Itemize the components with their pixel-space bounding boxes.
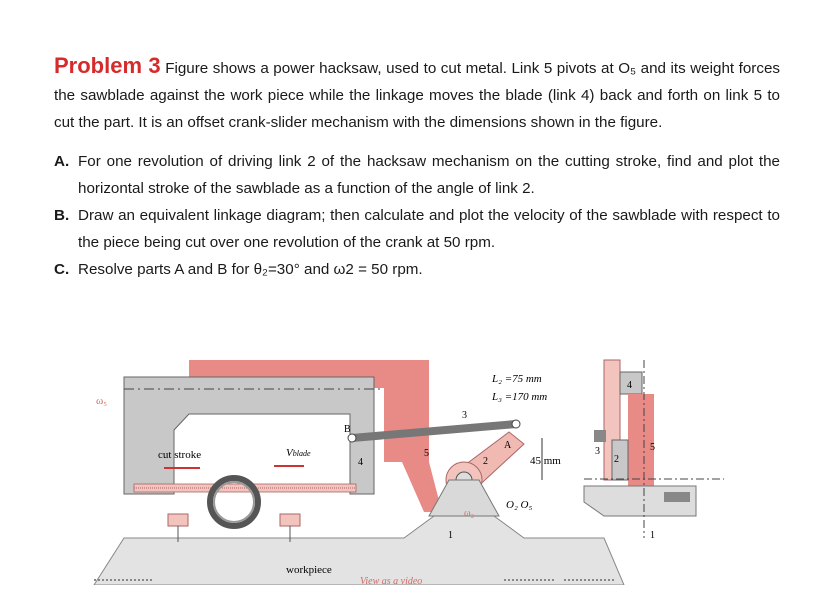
link-3-label: 3 bbox=[462, 410, 467, 421]
problem-paragraph bbox=[54, 52, 780, 136]
question-c bbox=[54, 256, 780, 283]
o2o5-label: O₂ O₅ bbox=[506, 499, 533, 511]
problem-intro: Figure shows a power hacksaw, used to cut metal. Link 5 pivots at O₅ and its weight forces the sawblade against the work piece while the linkage moves the blade (link 4) back and forth on link 5 to cut the part. It is an offset crank-slider mechanism with the dimensions shown in the figure. bbox=[54, 60, 780, 131]
hacksaw-diagram bbox=[84, 352, 824, 585]
v-blade-label: Vblade bbox=[286, 447, 311, 459]
omega2-label: ω₂ bbox=[464, 508, 475, 519]
side-4-label: 4 bbox=[627, 380, 632, 391]
side-3-label: 3 bbox=[595, 446, 600, 457]
side-1-label: 1 bbox=[650, 530, 655, 541]
link-5-label: 5 bbox=[424, 448, 429, 459]
question-a bbox=[54, 148, 780, 202]
link-2-label: 2 bbox=[483, 456, 488, 467]
link-b-label: B bbox=[344, 424, 351, 435]
hacksaw-figure bbox=[84, 352, 824, 585]
question-text: For one revolution of driving link 2 of the hacksaw mechanism on the cutting stroke, find and plot the horizontal stroke of the sawblade as a function of the angle of link 2. bbox=[78, 153, 780, 197]
workpiece-label: workpiece bbox=[286, 564, 332, 576]
link-4-label: 4 bbox=[358, 457, 363, 468]
dim-l3-label: L₃ =170 mm bbox=[492, 391, 548, 403]
side-5-label: 5 bbox=[650, 442, 655, 453]
link-5 bbox=[384, 388, 442, 512]
dim-l2-label: L₂ =75 mm bbox=[492, 373, 542, 385]
link-1-label: 1 bbox=[448, 530, 453, 541]
question-list bbox=[54, 148, 780, 283]
side-2-label: 2 bbox=[614, 454, 619, 465]
video-caption: View as a video bbox=[360, 576, 423, 585]
link-3 bbox=[352, 424, 516, 438]
dim-45-label: 45 mm bbox=[530, 455, 561, 467]
cut-stroke-label: cut stroke bbox=[158, 449, 202, 461]
question-text: Draw an equivalent linkage diagram; then calculate and plot the velocity of the sawblade with respect to the piece being cut over one revolution of the crank at 50 rpm. bbox=[78, 207, 780, 251]
problem-title: Problem 3 bbox=[54, 53, 161, 78]
question-text: Resolve parts A and B for θ₂=30° and ω2 = 50 rpm. bbox=[78, 261, 423, 278]
question-marker: C. bbox=[54, 261, 70, 278]
question-b bbox=[54, 202, 780, 256]
link-a-label: A bbox=[504, 440, 512, 451]
problem-text bbox=[54, 52, 780, 283]
question-marker: A. bbox=[54, 153, 70, 170]
question-marker: B. bbox=[54, 207, 70, 224]
omega5-label: ω₅ bbox=[96, 395, 108, 407]
